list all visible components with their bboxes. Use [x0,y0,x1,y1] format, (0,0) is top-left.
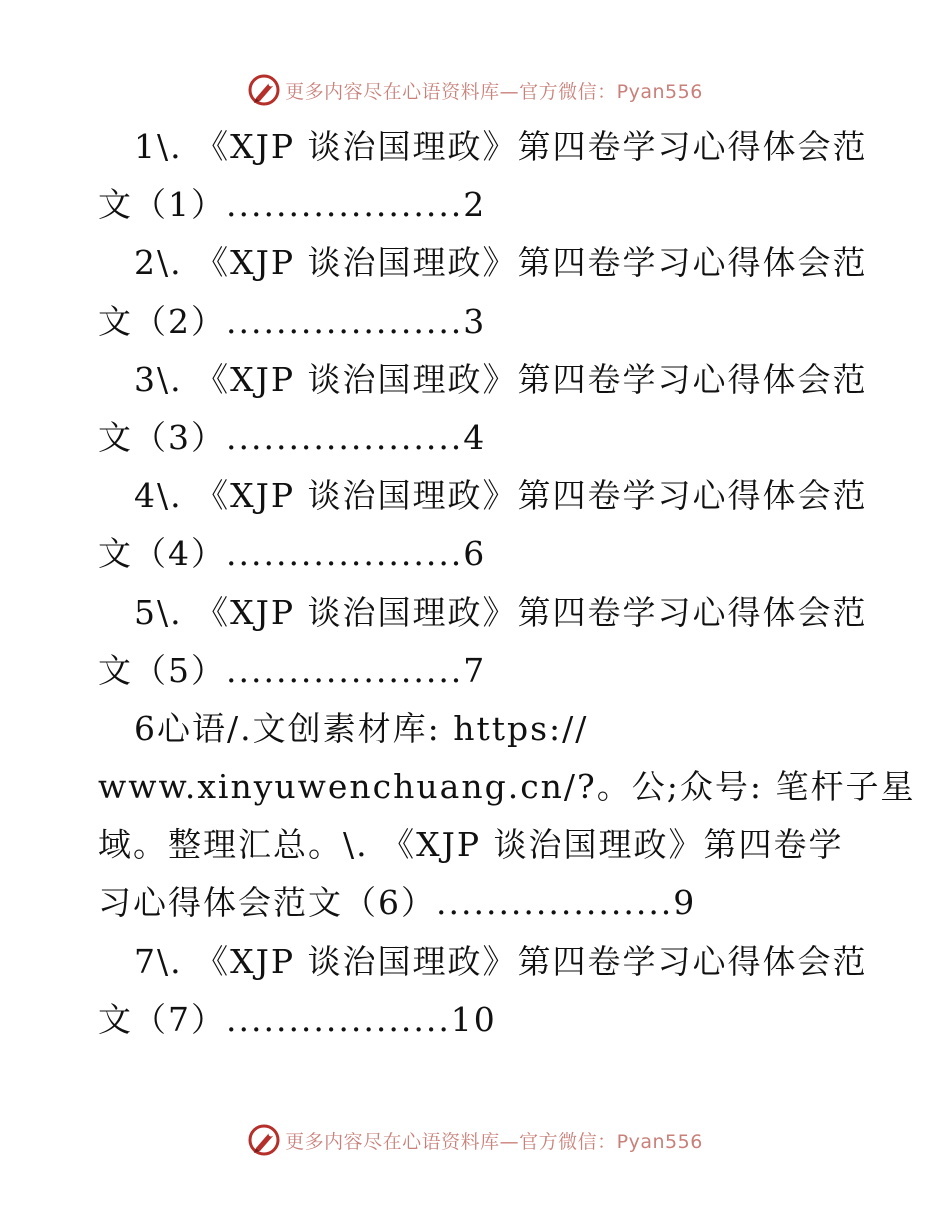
toc-entry-3-line-1: 3\. 《XJP 谈治国理政》第四卷学习心得体会范 [134,359,868,399]
toc-entry-5-line-2: 文（5）...................7 [98,650,487,690]
footer-banner-text: 更多内容尽在心语资料库—官方微信：Pyan556 [285,1130,703,1153]
table-of-contents [98,118,916,1049]
toc-entry-5-line-1: 5\. 《XJP 谈治国理政》第四卷学习心得体会范 [134,592,868,632]
toc-entry-6-line-1: 6心语/.文创素材库: https:// [134,708,589,748]
toc-entry-4-line-1: 4\. 《XJP 谈治国理政》第四卷学习心得体会范 [134,476,868,516]
footer-banner [0,1120,950,1160]
toc-entry-7-line-2: 文（7）..................10 [98,999,497,1039]
toc-entry-2-line-1: 2\. 《XJP 谈治国理政》第四卷学习心得体会范 [134,243,868,283]
toc-entry-6-line-2: www.xinyuwenchuang.cn/?。公;众号: 笔杆子星 [98,767,916,807]
toc-entry-2-line-2: 文（2）...................3 [98,301,487,341]
toc-entry-6-line-4: 习心得体会范文（6）...................9 [98,883,697,923]
toc-entry-4-line-2: 文（4）...................6 [98,534,487,574]
toc-entry-1-line-2: 文（1）...................2 [98,185,487,225]
toc-entry-3-line-2: 文（3）...................4 [98,417,487,457]
toc-entry-6-line-3: 域。整理汇总。\. 《XJP 谈治国理政》第四卷学 [98,825,844,865]
header-banner-text: 更多内容尽在心语资料库—官方微信：Pyan556 [285,80,703,103]
pen-logo-icon [247,1123,281,1157]
toc-entry-1-line-1: 1\. 《XJP 谈治国理政》第四卷学习心得体会范 [134,127,868,166]
pen-logo-icon [247,73,281,107]
toc-entry-7-line-1: 7\. 《XJP 谈治国理政》第四卷学习心得体会范 [134,941,868,981]
header-banner [0,70,950,110]
